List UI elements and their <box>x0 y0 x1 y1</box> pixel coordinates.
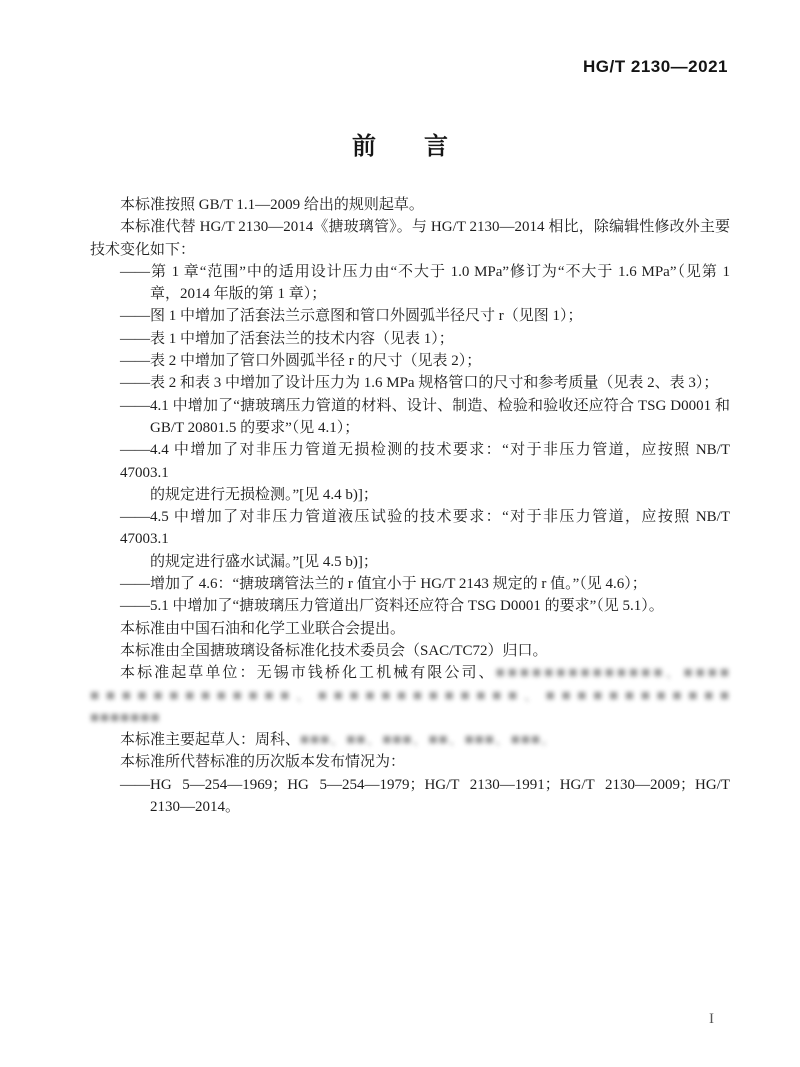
text-line <box>90 662 730 684</box>
page-number: I <box>709 1011 714 1027</box>
text-line <box>90 350 730 372</box>
text-run: 本标准起草单位：无锡市钱桥化工机械有限公司、 <box>120 665 496 682</box>
text-line <box>90 395 730 417</box>
text-line <box>90 283 730 305</box>
text-run: ——HG 5—254—1969；HG 5—254—1979；HG/T 2130—1991；HG/T 2130—2009；HG/T <box>120 776 730 793</box>
text-run: 本标准由全国搪玻璃设备标准化技术委员会（SAC/TC72）归口。 <box>120 642 548 659</box>
text-line <box>90 216 730 238</box>
list-item <box>90 573 730 595</box>
text-line <box>90 551 730 573</box>
text-line <box>90 729 730 751</box>
text-line <box>90 685 730 707</box>
redacted-text: ■■■、■■、■■■、■■、■■■、■■■。 <box>300 732 557 749</box>
paragraph <box>90 194 730 216</box>
text-line <box>90 774 730 796</box>
text-line <box>90 194 730 216</box>
list-item <box>90 261 730 306</box>
text-run: 的规定进行盛水试漏。”[见 4.5 b)]； <box>150 553 378 570</box>
paragraph <box>90 729 730 751</box>
paragraph <box>90 618 730 640</box>
text-line <box>90 484 730 506</box>
text-run: ——5.1 中增加了“搪玻璃压力管道出厂资料还应符合 TSG D0001 的要求”（见 5.1）。 <box>120 598 664 615</box>
text-line <box>90 796 730 818</box>
text-line <box>90 751 730 773</box>
text-line <box>90 618 730 640</box>
text-run: ——增加了 4.6：“搪玻璃管法兰的 r 值宜小于 HG/T 2143 规定的 r 值。”（见 4.6）； <box>120 576 647 593</box>
text-run: ——表 2 中增加了管口外圆弧半径 r 的尺寸（见表 2）； <box>120 353 482 370</box>
text-line <box>90 595 730 617</box>
text-run: 章，2014 年版的第 1 章）； <box>150 286 327 303</box>
text-line <box>90 372 730 394</box>
text-run: 本标准代替 HG/T 2130—2014《搪玻璃管》。与 HG/T 2130—2014 相比，除编辑性修改外主要 <box>120 219 730 236</box>
text-run: ——图 1 中增加了活套法兰示意图和管口外圆弧半径尺寸 r（见图 1）； <box>120 308 583 325</box>
text-run: 本标准按照 GB/T 1.1—2009 给出的规则起草。 <box>120 197 424 213</box>
list-item <box>90 305 730 327</box>
text-run: 本标准所代替标准的历次版本发布情况为： <box>120 754 406 771</box>
redacted-text: ■■■■■■■ <box>90 709 161 726</box>
list-item <box>90 595 730 617</box>
list-item <box>90 350 730 372</box>
text-run: ——4.4 中增加了对非压力管道无损检测的技术要求：“对于非压力管道，应按照 NB/T 47003.1 <box>120 442 730 481</box>
list-item <box>90 328 730 350</box>
page-title: 前 言 <box>352 134 448 160</box>
text-line <box>90 305 730 327</box>
list-item <box>90 774 730 819</box>
text-line <box>90 239 730 261</box>
list-item <box>90 372 730 394</box>
text-line <box>90 439 730 484</box>
text-run: ——4.1 中增加了“搪玻璃压力管道的材料、设计、制造、检验和验收还应符合 TSG D0001 和 <box>120 397 730 414</box>
text-line <box>90 417 730 439</box>
text-line <box>90 707 730 729</box>
paragraph <box>90 640 730 662</box>
text-run: ——表 1 中增加了活套法兰的技术内容（见表 1）； <box>120 330 454 347</box>
standard-code: HG/T 2130—2021 <box>583 57 728 76</box>
list-item <box>90 506 730 573</box>
text-line <box>90 640 730 662</box>
paragraph <box>90 216 730 261</box>
list-item <box>90 395 730 440</box>
text-line <box>90 328 730 350</box>
text-run: ——第 1 章“范围”中的适用设计压力由“不大于 1.0 MPa”修订为“不大于 1.6 MPa”（见第 1 <box>120 263 730 280</box>
text-run: 的规定进行无损检测。”[见 4.4 b)]； <box>150 486 378 503</box>
text-line <box>90 261 730 283</box>
text-run: GB/T 20801.5 的要求”（见 4.1）； <box>150 419 360 436</box>
text-run: ——表 2 和表 3 中增加了设计压力为 1.6 MPa 规格管口的尺寸和参考质量（见表 2、表 3）； <box>120 375 719 392</box>
text-run: 本标准主要起草人：周科、 <box>120 732 301 749</box>
text-run: 技术变化如下： <box>90 241 196 258</box>
paragraph <box>90 751 730 773</box>
paragraph <box>90 662 730 729</box>
text-line <box>90 506 730 551</box>
text-run: ——4.5 中增加了对非压力管道液压试验的技术要求：“对于非压力管道，应按照 NB/T 47003.1 <box>120 509 730 548</box>
text-line <box>90 573 730 595</box>
list-item <box>90 439 730 506</box>
document-body <box>90 194 730 818</box>
text-run: 2130—2014。 <box>150 799 241 816</box>
text-run: 本标准由中国石油和化学工业联合会提出。 <box>120 620 406 637</box>
redacted-text: ■■■■■■■■■■■■■、■■■■■■■■■■■■■、■■■■■■■■■■■■ <box>90 687 730 704</box>
redacted-text: ■■■■■■■■■■■■■■、■■■■ <box>495 665 730 682</box>
